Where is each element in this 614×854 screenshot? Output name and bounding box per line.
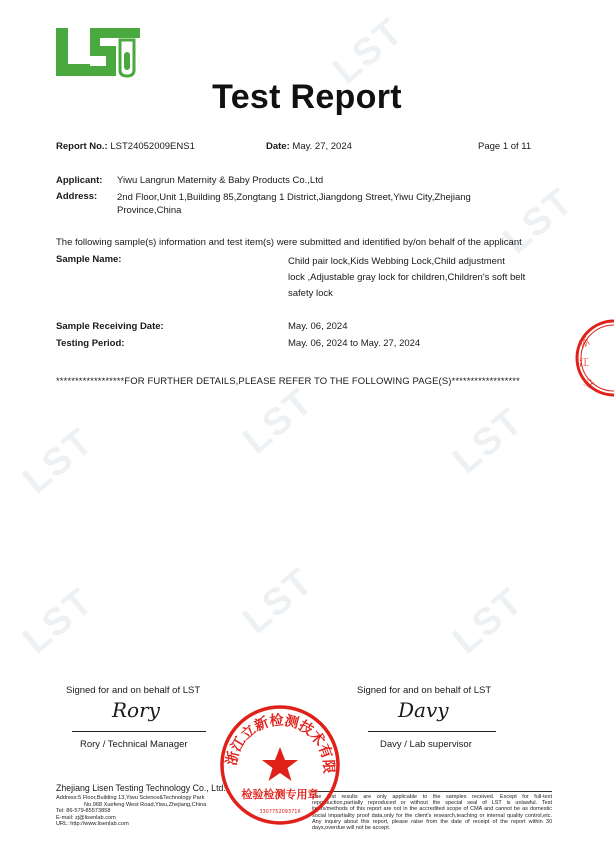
footer-address: Address:5 Floor,Building 13,Yiwu Science&Technology Park (56, 795, 205, 801)
watermark: LST (15, 420, 102, 503)
watermark: LST (445, 400, 532, 483)
partial-seal-stamp (570, 318, 614, 403)
seal-sub-text: 检验检测专用章 (241, 788, 319, 801)
right-signature: Davy (398, 698, 449, 722)
intro-text: The following sample(s) information and test item(s) were submitted and identified by/on behalf of the applicant (56, 237, 522, 248)
receiving-date-label: Sample Receiving Date: (56, 321, 164, 332)
address-value (117, 191, 537, 217)
report-number (56, 141, 195, 152)
left-signature: Rory (112, 698, 160, 722)
footer-address: No.968 Xuefeng West Road,Yiwu,Zhejiang,China (84, 801, 207, 808)
left-signed-heading: Signed for and on behalf of LST (66, 685, 201, 696)
seal-star-icon (262, 747, 298, 781)
svg-text:立: 立 (581, 377, 596, 392)
lst-logo (54, 26, 144, 83)
report-date (266, 141, 352, 152)
applicant-label: Applicant: (56, 175, 103, 186)
seal-number: 3307752093716 (259, 809, 301, 815)
address-label: Address: (56, 191, 98, 202)
watermark: LST (445, 580, 532, 663)
watermark: LST (495, 180, 582, 263)
left-signature-line (72, 731, 206, 732)
svg-text:浙: 浙 (578, 336, 593, 351)
sample-name-value (288, 254, 568, 302)
date-value: May. 27, 2024 (292, 141, 352, 152)
company-seal-stamp (218, 703, 342, 832)
right-signature-line (368, 731, 496, 732)
footer-email: E-mail: zj@lisenlab.com (56, 814, 116, 821)
further-details-note: ******************FOR FURTHER DETAILS,PLEASE REFER TO THE FOLLOWING PAGE(S)****************** (56, 376, 520, 387)
footer-divider (312, 791, 552, 792)
right-signer-name: Davy / Lab supervisor (380, 739, 472, 750)
left-signer-name: Rory / Technical Manager (80, 739, 188, 750)
footer-url: URL: http://www.lisenlab.com (56, 821, 129, 828)
testing-period-label: Testing Period: (56, 338, 125, 349)
page-number: Page 1 of 11 (478, 141, 532, 152)
receiving-date-value: May. 06, 2024 (288, 321, 348, 332)
footer-company: Zhejiang Lisen Testing Technology Co., Ltd. (56, 783, 226, 793)
report-no-value: LST24052009ENS1 (110, 141, 195, 152)
svg-text:江: 江 (579, 358, 589, 369)
footer-tel: Tel: 86-579-85573858 (56, 808, 111, 815)
footer-disclaimer: The test results are only applicable to the samples received. Except for full-text reproduction,partially reproduced or without the special seal of LST is unlawful. Test items/methods of this report are not in the accredited scope of CMA and cannot be as domestic social impartiality proof data,only for the client's research,teaching or internal quality control,etc. Any inquiry about this report, please raise from the date of receipt of the report within 30 days,overdue will not be accept. (312, 794, 552, 832)
sample-line: Child pair lock,Kids Webbing Lock,Child adjustment (288, 256, 505, 267)
sample-line: lock ,Adjustable gray lock for children,Children's soft belt (288, 272, 526, 283)
seal-arc-text: 浙江立新检测技术有限 (223, 712, 337, 774)
sample-name-label: Sample Name: (56, 254, 122, 265)
watermark: LST (235, 380, 322, 463)
address-line: Province,China (117, 205, 182, 216)
watermark: LST (15, 580, 102, 663)
watermark: LST (235, 560, 322, 643)
right-signed-heading: Signed for and on behalf of LST (357, 685, 492, 696)
sample-line: safety lock (288, 288, 333, 299)
date-label: Date: (266, 141, 290, 152)
watermark: LST (325, 10, 412, 93)
applicant-value: Yiwu Langrun Maternity & Baby Products Co.,Ltd (117, 175, 324, 186)
testing-period-value: May. 06, 2024 to May. 27, 2024 (288, 338, 421, 349)
address-line: 2nd Floor,Unit 1,Building 85,Zongtang 1 District,Jiangdong Street,Yiwu City,Zhejiang (117, 192, 471, 203)
report-no-label: Report No.: (56, 141, 108, 152)
page-title: Test Report (212, 78, 402, 116)
